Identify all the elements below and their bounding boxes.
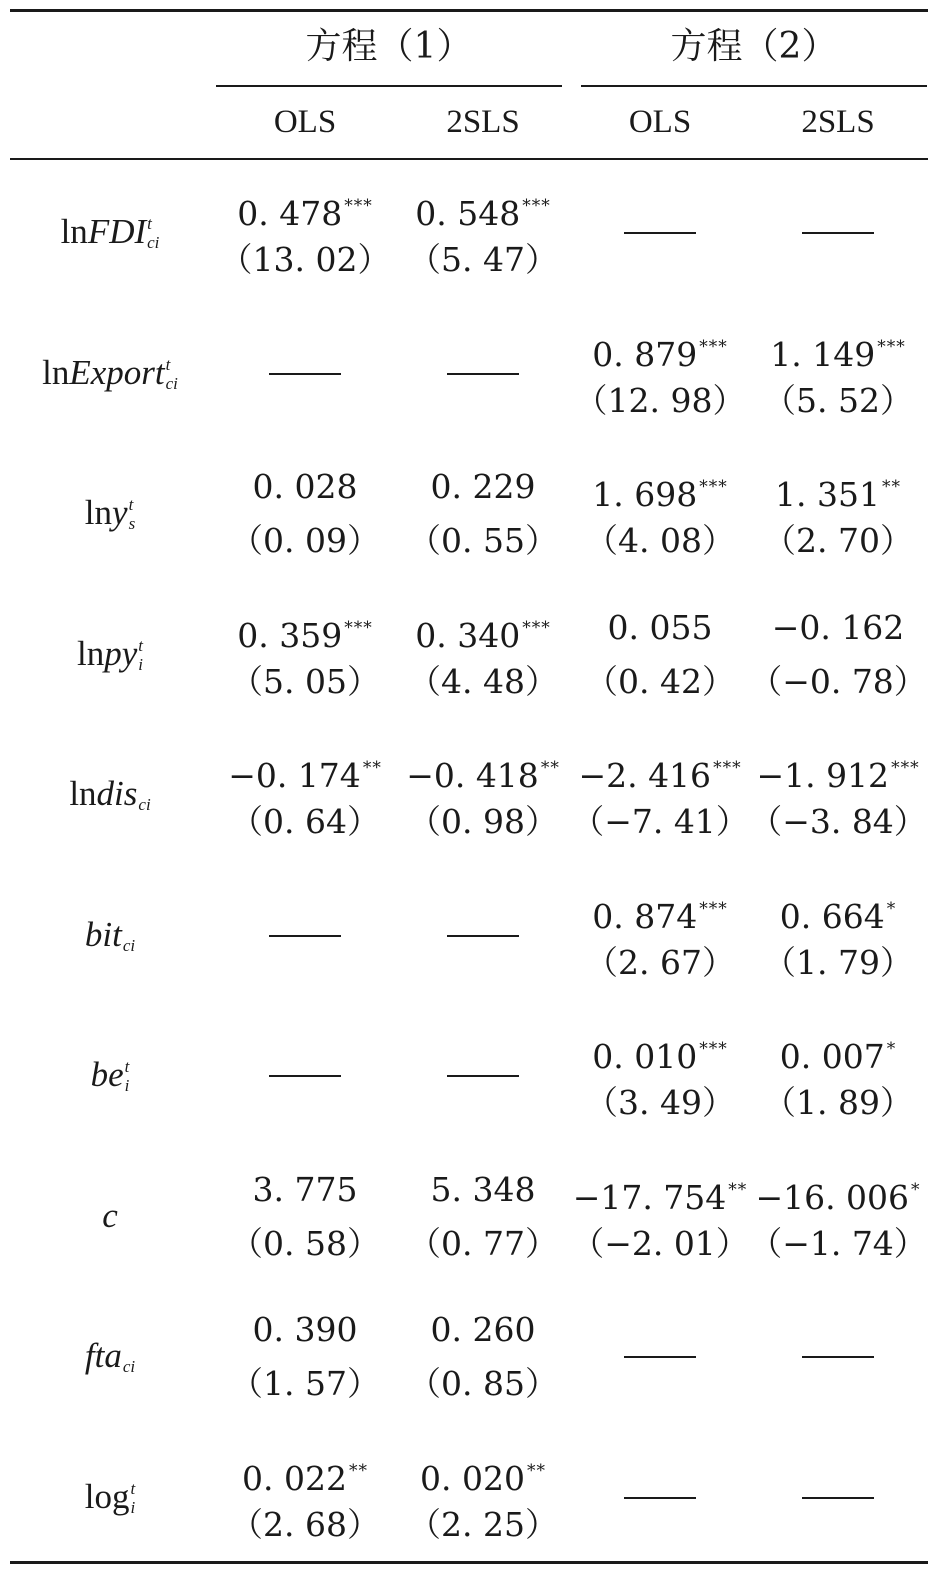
table-cell [216,865,394,1005]
coefficient-number: 0. 007 [779,1037,885,1076]
group-2-underline [581,85,927,87]
empty-cell-dash [447,373,519,375]
row-label [10,162,210,302]
table-cell [571,162,749,302]
table-cell [394,303,572,443]
table-cell [749,724,927,864]
row-label-subscript: i [124,1076,130,1095]
significance-stars: *** [522,617,551,638]
coefficient-number: 1. 351 [775,475,880,514]
row-label [10,1146,210,1286]
coefficient-value [749,606,927,650]
table-cell [571,1146,749,1286]
empty-cell-dash [802,1356,874,1358]
table-cell [571,303,749,443]
t-statistic: （−7. 41） [571,802,749,841]
coefficient-value [394,1168,572,1212]
coefficient-value [571,746,749,798]
table-cell [571,1286,749,1426]
t-statistic: （0. 42） [585,661,735,701]
table-row [0,1005,938,1145]
coefficient-value [394,1308,572,1352]
coefficient-number: 0. 010 [592,1037,698,1076]
group-header-equation-1: 方程（1） [305,26,473,67]
table-cell [394,1146,572,1286]
coefficient-number: 0. 359 [237,615,343,655]
row-label-subscript: i [138,654,143,674]
significance-stars: *** [522,196,551,216]
row-label-prefix: ln [60,212,88,251]
significance-stars: *** [344,617,373,638]
coefficient-number: 0. 055 [607,607,713,647]
coefficient-number: 1. 149 [770,334,876,374]
table-cell [749,1146,927,1286]
row-label-variable: bit [84,914,122,954]
empty-cell-dash [624,232,696,234]
coefficient-value [571,465,749,517]
row-label-indices [125,1058,130,1096]
column-header-ols-2: OLS [628,104,692,140]
significance-stars: *** [713,758,742,778]
t-statistic: （−1. 74） [749,1223,927,1263]
significance-stars: *** [891,758,920,778]
significance-stars: ** [348,1460,368,1481]
coefficient-value [749,746,927,798]
table-cell [571,1005,749,1145]
significance-stars: *** [699,1039,728,1059]
empty-cell-dash [269,373,341,375]
significance-stars: * [886,1039,897,1059]
table-cell [571,584,749,724]
row-label [10,584,210,724]
coefficient-value [216,1308,394,1352]
coefficient-number: −16. 006 [755,1177,910,1217]
empty-cell-dash [802,1497,874,1499]
column-header-2sls-1: 2SLS [446,104,520,140]
significance-stars: *** [344,196,373,216]
coefficient-number: 0. 340 [415,615,521,655]
t-statistic: （0. 09） [230,521,380,560]
coefficient-number: −0. 418 [406,756,539,795]
row-label-prefix: log [84,1476,130,1516]
coefficient-value [571,1168,749,1220]
coefficient-value [216,1168,394,1212]
t-statistic: （2. 67） [585,942,735,982]
row-label-subscript: ci [122,935,136,955]
t-statistic: （−3. 84） [749,802,927,841]
row-label-indices [129,496,136,534]
row-label-superscript: t [128,495,134,514]
significance-stars: ** [526,1460,546,1481]
t-statistic: （4. 48） [408,661,558,701]
table-cell [749,1005,927,1145]
table-row [0,1427,938,1567]
t-statistic: （1. 89） [763,1083,913,1122]
t-statistic: （0. 85） [408,1364,558,1403]
group-1-underline [216,85,562,87]
row-label-indices [138,777,150,815]
coefficient-number: −0. 162 [771,607,905,647]
table-cell [216,724,394,864]
table-cell [394,1286,572,1426]
significance-stars: ** [881,477,901,497]
coefficient-number: 0. 390 [252,1310,358,1349]
table-row [0,584,938,724]
row-label [10,1427,210,1567]
table-top-rule [10,9,928,12]
coefficient-number: 5. 348 [430,1169,536,1209]
table-cell [216,584,394,724]
t-statistic: （4. 08） [585,521,735,560]
table-cell [394,162,572,302]
coefficient-number: −0. 174 [228,756,361,795]
coefficient-value [216,746,394,798]
row-label-superscript: t [124,1057,130,1076]
t-statistic: （13. 02） [219,240,391,279]
coefficient-value [749,465,927,517]
row-label-prefix: ln [42,352,70,392]
table-cell [571,443,749,583]
coefficient-value [749,1027,927,1079]
coefficient-value [571,887,749,939]
significance-stars: *** [699,336,728,357]
group-header-equation-2: 方程（2） [670,26,838,67]
coefficient-value [216,465,394,509]
table-cell [394,584,572,724]
coefficient-number: −2. 416 [578,756,712,795]
row-label-prefix: ln [69,774,97,813]
row-label-subscript: ci [122,1357,136,1376]
coefficient-value [394,465,572,509]
row-label-indices [138,637,143,675]
coefficient-value [571,1027,749,1079]
row-label-variable: be [90,1055,124,1094]
coefficient-value [216,606,394,658]
row-label-subscript: ci [147,233,160,252]
row-label-subscript: ci [165,373,178,393]
row-label-variable: dis [96,774,138,813]
row-label-prefix: ln [84,493,113,532]
table-header-rule [10,158,928,160]
t-statistic: （−2. 01） [571,1223,749,1263]
table-row [0,1286,938,1426]
coefficient-number: 0. 229 [430,467,536,506]
row-label-indices [166,356,178,394]
coefficient-number: 1. 698 [592,475,698,514]
row-label-variable: py [104,633,138,673]
t-statistic: （0. 98） [408,802,558,841]
table-cell [216,1146,394,1286]
t-statistic: （2. 70） [763,521,913,560]
table-cell [394,443,572,583]
table-cell [749,303,927,443]
row-label-indices [147,215,159,253]
row-label-superscript: t [165,354,171,374]
row-label-variable: FDI [87,212,147,251]
table-cell [394,1005,572,1145]
row-label [10,443,210,583]
significance-stars: ** [540,758,560,778]
empty-cell-dash [269,935,341,937]
significance-stars: ** [362,758,382,778]
coefficient-number: 0. 260 [430,1310,536,1349]
coefficient-number: 0. 548 [415,194,521,233]
t-statistic: （12. 98） [574,380,746,420]
table-row [0,303,938,443]
column-header-2sls-2: 2SLS [801,104,875,140]
row-label-subscript: ci [138,795,151,814]
coefficient-number: −17. 754 [572,1177,727,1217]
table-cell [394,724,572,864]
coefficient-value [571,325,749,377]
row-label-superscript [123,1339,135,1358]
table-cell [394,1427,572,1567]
table-row [0,1146,938,1286]
table-cell [216,162,394,302]
row-label-variable: c [102,1195,118,1235]
coefficient-value [749,1168,927,1220]
t-statistic: （0. 55） [408,521,558,560]
empty-cell-dash [624,1356,696,1358]
coefficient-value [216,184,394,236]
table-cell [749,584,927,724]
t-statistic: （5. 47） [408,240,558,279]
coefficient-number: 3. 775 [252,1169,358,1209]
row-label-superscript: t [130,1478,136,1498]
row-label-superscript: t [147,214,152,233]
row-label-variable: fta [84,1336,122,1375]
t-statistic: （3. 49） [585,1083,735,1122]
row-label-indices [123,918,135,956]
coefficient-number: 0. 022 [242,1458,347,1498]
table-cell [216,443,394,583]
significance-stars: *** [699,898,728,919]
significance-stars: ** [728,1179,748,1200]
row-label [10,303,210,443]
significance-stars: * [911,1179,921,1200]
table-row [0,724,938,864]
row-label [10,1286,210,1426]
coefficient-number: 0. 478 [237,194,343,233]
coefficient-value [216,1449,394,1501]
row-label-superscript: t [138,635,143,655]
coefficient-value [749,887,927,939]
significance-stars: *** [699,477,728,497]
significance-stars: *** [877,336,906,357]
row-label-prefix: ln [76,633,105,673]
table-cell [571,724,749,864]
table-cell [571,865,749,1005]
table-cell [571,1427,749,1567]
row-label-indices [123,1339,135,1377]
table-bottom-rule [10,1561,928,1564]
table-cell [216,1286,394,1426]
table-cell [749,443,927,583]
row-label-subscript: s [128,514,136,533]
t-statistic: （−0. 78） [749,661,927,701]
coefficient-value [394,184,572,236]
table-cell [749,1427,927,1567]
coefficient-value [394,1449,572,1501]
coefficient-value [394,606,572,658]
row-label-superscript [123,918,135,937]
table-row [0,443,938,583]
t-statistic: （2. 25） [408,1504,558,1544]
table-cell [749,1286,927,1426]
row-label [10,724,210,864]
table-row [0,162,938,302]
empty-cell-dash [624,1497,696,1499]
table-row [0,865,938,1005]
table-cell [749,865,927,1005]
table-cell [216,1005,394,1145]
t-statistic: （5. 52） [763,380,913,420]
table-cell [749,162,927,302]
coefficient-value [749,325,927,377]
coefficient-number: −1. 912 [756,756,890,795]
t-statistic: （1. 57） [230,1364,380,1403]
t-statistic: （0. 58） [230,1223,380,1263]
coefficient-number: 0. 020 [420,1458,525,1498]
coefficient-number: 0. 879 [592,334,698,374]
row-label-indices [131,1480,136,1518]
row-label-variable: Export [69,352,165,392]
table-cell [216,1427,394,1567]
t-statistic: （0. 77） [408,1223,558,1263]
table-cell [216,303,394,443]
row-label [10,865,210,1005]
coefficient-value [394,746,572,798]
row-label [10,1005,210,1145]
row-label-superscript [138,777,150,796]
table-cell [394,865,572,1005]
coefficient-number: 0. 664 [779,896,885,936]
coefficient-number: 0. 874 [592,896,698,936]
row-label-variable: y [112,493,128,532]
t-statistic: （1. 79） [763,942,913,982]
significance-stars: * [886,898,897,919]
coefficient-number: 0. 028 [252,467,358,506]
empty-cell-dash [269,1075,341,1077]
t-statistic: （5. 05） [230,661,380,701]
coefficient-value [571,606,749,650]
t-statistic: （2. 68） [230,1504,380,1544]
t-statistic: （0. 64） [230,802,380,841]
column-header-ols-1: OLS [273,104,337,140]
empty-cell-dash [447,1075,519,1077]
empty-cell-dash [447,935,519,937]
empty-cell-dash [802,232,874,234]
row-label-subscript: i [130,1497,136,1517]
